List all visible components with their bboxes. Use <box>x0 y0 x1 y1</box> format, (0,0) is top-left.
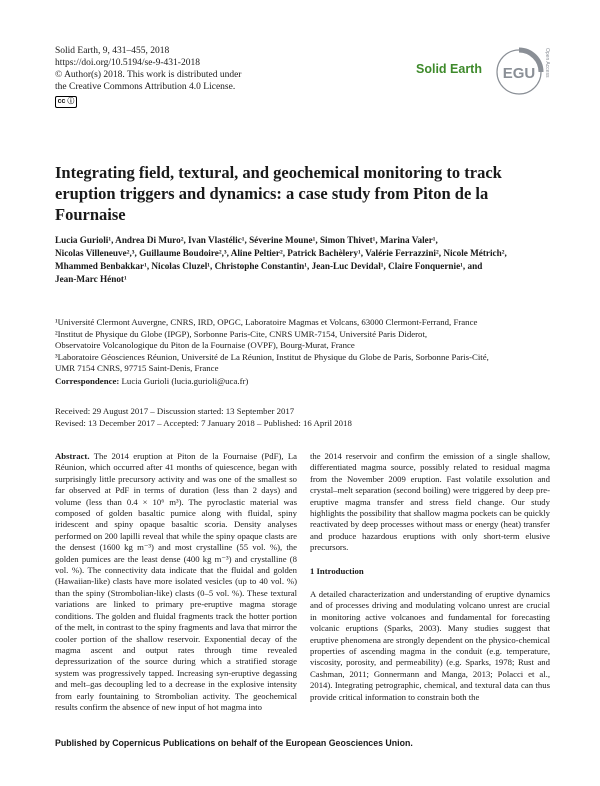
open-access-label: Open Access <box>544 48 550 78</box>
author-list <box>55 234 550 286</box>
authors-line: Mhammed Benbakkar¹, Nicolas Cluzel¹, Christophe Constantin¹, Jean-Luc Devidal¹, Claire Fonquernie¹, and <box>55 261 483 271</box>
article-title: Integrating field, textural, and geochemical monitoring to track eruption triggers and dynamics: a case study from Piton de la Fournaise <box>55 163 502 224</box>
authors-line: Nicolas Villeneuve²,³, Guillaume Boudoire²,³, Aline Peltier², Patrick Bachèlery¹, Valérie Ferrazzini², Nicole Métrich², <box>55 248 507 258</box>
publication-dates <box>55 405 352 429</box>
correspondence-email[interactable]: Lucia Gurioli (lucia.gurioli@uca.fr) <box>121 376 249 386</box>
citation: Solid Earth, 9, 431–455, 2018 <box>55 46 170 56</box>
authors-line: Lucia Gurioli¹, Andrea Di Muro², Ivan Vlastélic¹, Séverine Moune¹, Simon Thivet¹, Marina Valer¹, <box>55 235 438 245</box>
abstract-left-column <box>55 451 297 713</box>
copyright-line-2: the Creative Commons Attribution 4.0 License. <box>55 82 236 92</box>
affiliation: ³Laboratoire Géosciences Réunion, Université de La Réunion, Institut de Physique du Globe de Paris, Sorbonne Paris-Cité, <box>55 351 489 362</box>
affiliation: Observatoire Volcanologique du Piton de la Fournaise (OVPF), Bourg-Murat, France <box>55 340 355 350</box>
publisher-footer: Published by Copernicus Publications on behalf of the European Geosciences Union. <box>55 738 413 748</box>
abstract-text: The 2014 eruption at Piton de la Fournaise (PdF), La Réunion, which occurred after 41 months of quiescence, began with surprisingly little precursory activity and was one of the smallest so far observed at PdF in terms of duration (less than 2 days) and volume (less than 0.4 × 10⁶ m³). The pyroclastic material was composed of golden basaltic pumice along with fluidal, spiny iridescent and spiny opaque basaltic scoria. Density analyses performed on 200 lapilli reveal that while the spiny opaque clasts are the densest (1600 kg m⁻³) and most crystalline (55 vol. %), the golden pumices are the least dense (400 kg m⁻³) and crystalline (8 vol. %). The connectivity data indicate that the fluidal and golden (Hawaiian-like) clasts have more isolated vesicles (up to 40 vol. %) than the spiny (Strombolian-like) clasts (0–5 vol. %). These textural variations are linked to primary pre-eruptive magma storage conditions. The golden and fluidal fragments track the hotter portion of the melt, in contrast to the spiny fragments and lava that mirror the cooler portion of the shallow reservoir. Exponential decay of the magma ascent and output rates through time revealed depressurization of the source during which a stratified storage system was progressively tapped. Increasing syn-eruptive degassing and melt–gas decoupling led to a decrease in the explosive intensity from early fountaining to Strombolian activity. The geochemical results confirm the absence of new input of hot magma into <box>55 451 298 712</box>
affiliation: ¹Université Clermont Auvergne, CNRS, IRD, OPGC, Laboratoire Magmas et Volcans, 63000 Clermont-Ferrand, France <box>55 317 478 327</box>
copyright-line-1: © Author(s) 2018. This work is distributed under <box>55 70 242 80</box>
abstract-label: Abstract. <box>55 451 90 461</box>
dates-line: Received: 29 August 2017 – Discussion started: 13 September 2017 <box>55 406 295 416</box>
abstract-right-column: the 2014 reservoir and confirm the emission of a single shallow, differentiated magma source, possibly related to residual magma from the November 2009 eruption. Fast volatile exsolution and crystal–melt separation (second boiling) were triggered by deep pre-eruptive magma transfer and stress field change. Our study highlights the possibility that shallow magma pockets can be quickly reactivated by deep processes without mass or energy (heat) transfer and produce hazardous eruptions with only short-term elusive precursors. <box>310 451 550 553</box>
introduction-text: A detailed characterization and understanding of eruptive dynamics and of processes driving and modulating volcano unrest are crucial in monitoring active volcanoes and fundamental for forecasting volcanic eruptions (Sparks, 2003). Many studies suggest that eruptive phenomena are strongly dependent on the physico-chemical properties of ascending magma in the conduit (e.g. temperature, viscosity, porosity, and permeability) (e.g. Sparks, 1978; Rust and Cashman, 2011; Gonnermann and Manga, 2013; Polacci et al., 2014). Integrating petrographic, chemical, and textural data can thus provide critical information to constrain both the <box>310 589 550 702</box>
doi-link[interactable]: https://doi.org/10.5194/se-9-431-2018 <box>55 58 200 68</box>
egu-logo <box>486 38 550 102</box>
affiliation: UMR 7154 CNRS, 97715 Saint-Denis, France <box>55 363 219 373</box>
cc-license-badge[interactable]: cc ⓘ <box>55 96 77 108</box>
article-metadata <box>55 45 315 93</box>
affiliation: ²Institut de Physique du Globe (IPGP), Sorbonne Paris-Cite, CNRS UMR-7154, Université Paris Diderot, <box>55 328 428 339</box>
correspondence <box>55 376 248 386</box>
egu-logo-text: EGU <box>502 65 536 82</box>
authors-line: Jean-Marc Hénot¹ <box>55 274 127 284</box>
dates-line: Revised: 13 December 2017 – Accepted: 7 January 2018 – Published: 16 April 2018 <box>55 418 352 428</box>
affiliations <box>55 317 550 375</box>
correspondence-label: Correspondence: <box>55 376 120 386</box>
section-heading-introduction: 1 Introduction <box>310 566 364 576</box>
journal-name: Solid Earth <box>416 62 482 76</box>
